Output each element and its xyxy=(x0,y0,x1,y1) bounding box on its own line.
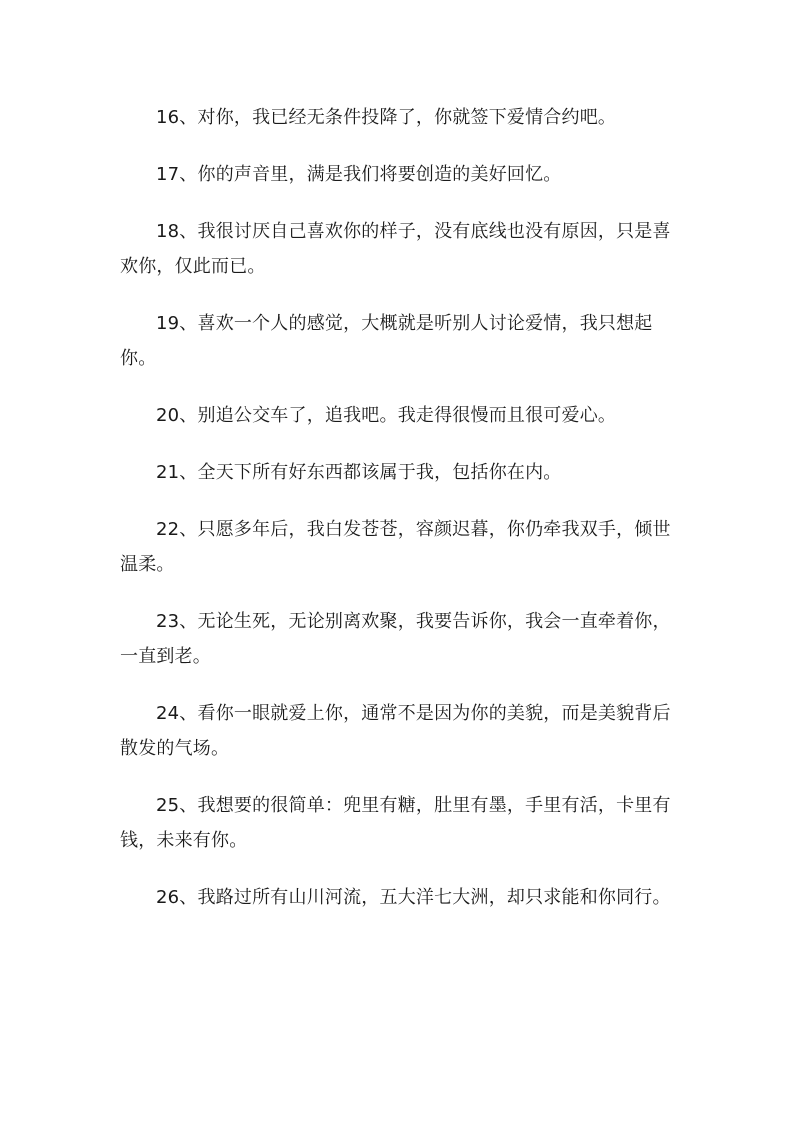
paragraph-22: 22、只愿多年后，我白发苍苍，容颜迟暮，你仍牵我双手，倾世温柔。 xyxy=(120,519,671,575)
paragraph-25: 25、我想要的很简单：兜里有糖，肚里有墨，手里有活，卡里有钱，未来有你。 xyxy=(120,795,671,851)
paragraph-16: 16、对你，我已经无条件投降了，你就签下爱情合约吧。 xyxy=(156,107,617,128)
paragraph-24: 24、看你一眼就爱上你，通常不是因为你的美貌，而是美貌背后散发的气场。 xyxy=(120,703,671,759)
document-body xyxy=(120,100,680,937)
paragraph-19: 19、喜欢一个人的感觉，大概就是听别人讨论爱情，我只想起你。 xyxy=(120,313,653,369)
paragraph-23: 23、无论生死，无论别离欢聚，我要告诉你，我会一直牵着你，一直到老。 xyxy=(120,611,671,667)
paragraph-17: 17、你的声音里，满是我们将要创造的美好回忆。 xyxy=(156,164,562,185)
paragraph-26: 26、我路过所有山川河流，五大洋七大洲，却只求能和你同行。 xyxy=(156,887,671,908)
paragraph-21: 21、全天下所有好东西都该属于我，包括你在内。 xyxy=(156,462,562,483)
paragraph-18: 18、我很讨厌自己喜欢你的样子，没有底线也没有原因，只是喜欢你，仅此而已。 xyxy=(120,221,671,277)
paragraph-20: 20、别追公交车了，追我吧。我走得很慢而且很可爱心。 xyxy=(156,405,617,426)
